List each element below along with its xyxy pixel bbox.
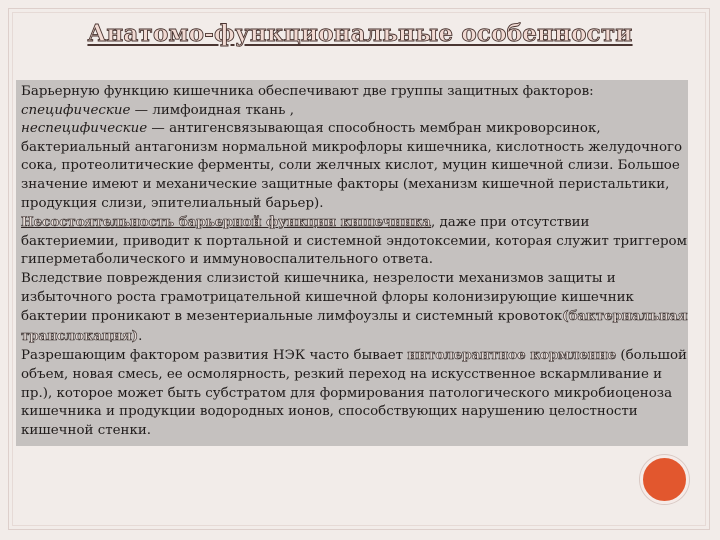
paragraph-barrier-failure [21,213,688,270]
text-translocation-end: . [138,328,143,344]
text-specific: — лимфоидная ткань , [130,102,294,118]
text-feeding: (большой объем, новая смесь, ее осмолярность, резкий переход на искусственное вскармливание и пр.), которое может быть субстратом для формирования патологического микробиоценоза кишечника и продукции водородных ионов, способствующих нарушению целостности кишечной стенки. [21,348,687,438]
paragraph-feeding [21,346,688,440]
term-feeding: интолерантное кормление [407,347,617,364]
text-translocation: Вследствие повреждения слизистой кишечника, незрелости механизмов защиты и избыточного роста грамотрицательной кишечной флоры колонизирующие кишечник бактерии проникают в мезентериальные лимфоузлы и системный кровоток [21,270,634,325]
text-nonspecific: — антигенсвязывающая способность мембран микроворсинок, бактериальный антагонизм нормальной микрофлоры кишечника, кислотность желудочного сока, протеолитические ферменты, соли желчных кислот, муцин кишечной слизи. Большое значение имеют и механические защитные факторы (механизм кишечной перистальтики, продукция слизи, эпителиальный барьер). [21,121,683,211]
text-barrier-failure: , даже при отсутствии бактериемии, приводит к портальной и системной эндотоксемии, которая служит триггером гиперметаболического и иммуновоспалительного ответа. [21,215,688,268]
paragraph-intro: Барьерную функцию кишечника обеспечивают две группы защитных факторов: [21,84,594,99]
text-panel [16,80,688,446]
paragraph-translocation [21,270,688,346]
term-nonspecific: неспецифические [21,121,148,137]
term-translocation: (бактериальная транслокация) [21,308,688,344]
paragraph-nonspecific [21,120,688,213]
decorative-dot [640,455,689,504]
slide-title: Анатомо-функциональные особенности [87,20,633,47]
term-specific: специфические [21,102,131,118]
text-feeding-lead: Разрешающим фактором развития НЭК часто бывает [21,348,408,364]
paragraph-specific [21,102,688,121]
term-barrier-failure: Несостоятельность барьерной функции кишечника [21,214,432,231]
